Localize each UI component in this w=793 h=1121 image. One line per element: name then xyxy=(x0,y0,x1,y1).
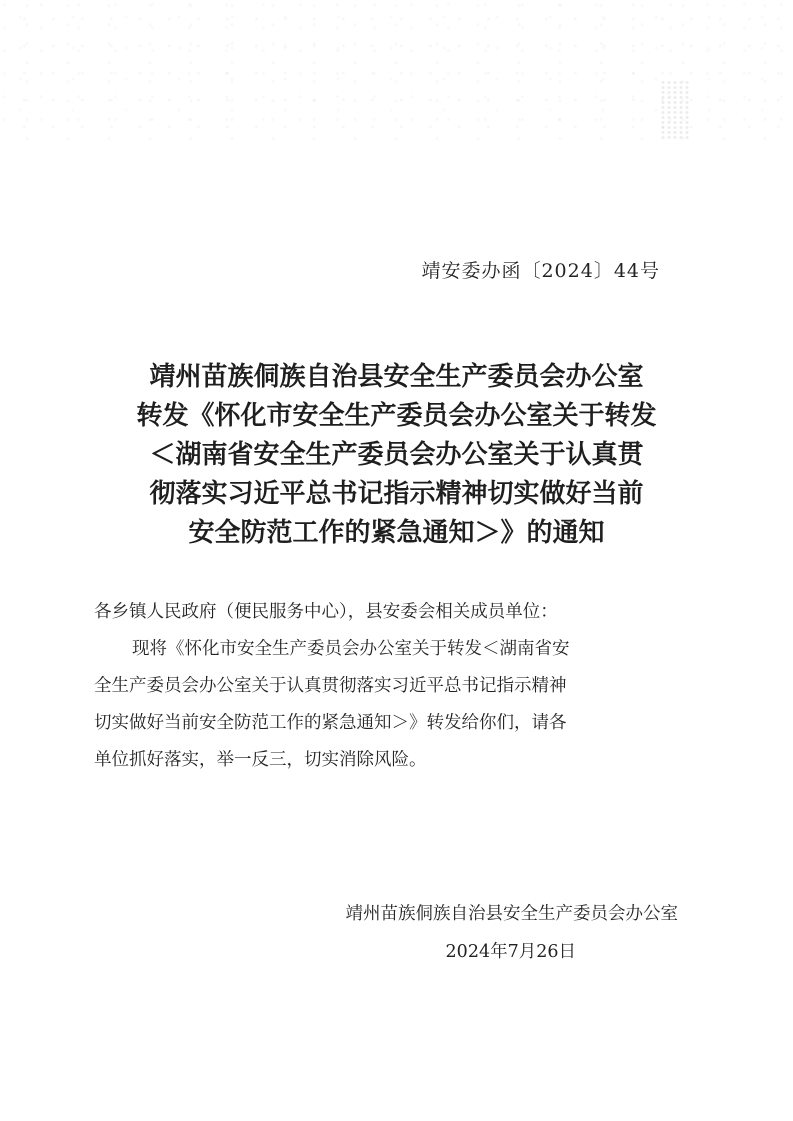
document-number: 靖安委办函〔2024〕44号 xyxy=(421,260,660,282)
document-body xyxy=(94,594,699,779)
title-line-4: 彻落实习近平总书记指示精神切实做好当前 xyxy=(149,479,644,509)
title-line-1: 靖州苗族侗族自治县安全生产委员会办公室 xyxy=(149,362,644,392)
title-line-2: 转发《怀化市安全生产委员会办公室关于转发 xyxy=(136,401,657,431)
signature-block xyxy=(268,895,678,971)
scan-artifact xyxy=(660,80,690,140)
issue-date: 2024年7月26日 xyxy=(445,942,576,962)
scan-noise xyxy=(0,0,793,140)
body-line-2: 全生产委员会办公室关于认真贯彻落实习近平总书记指示精神 xyxy=(94,676,567,696)
body-line-3: 切实做好当前安全防范工作的紧急通知＞》转发给你们，请各 xyxy=(94,713,567,733)
body-line-1: 现将《怀化市安全生产委员会办公室关于转发＜湖南省安 xyxy=(132,639,570,659)
title-line-3: ＜湖南省安全生产委员会办公室关于认真贯 xyxy=(149,440,644,470)
title-line-5: 安全防范工作的紧急通知＞》的通知 xyxy=(188,518,605,548)
document-title xyxy=(60,358,733,553)
body-line-4: 单位抓好落实，举一反三，切实消除风险。 xyxy=(94,750,427,770)
issuer-name: 靖州苗族侗族自治县安全生产委员会办公室 xyxy=(345,904,678,924)
salutation: 各乡镇人民政府（便民服务中心），县安委会相关成员单位： xyxy=(94,602,558,622)
